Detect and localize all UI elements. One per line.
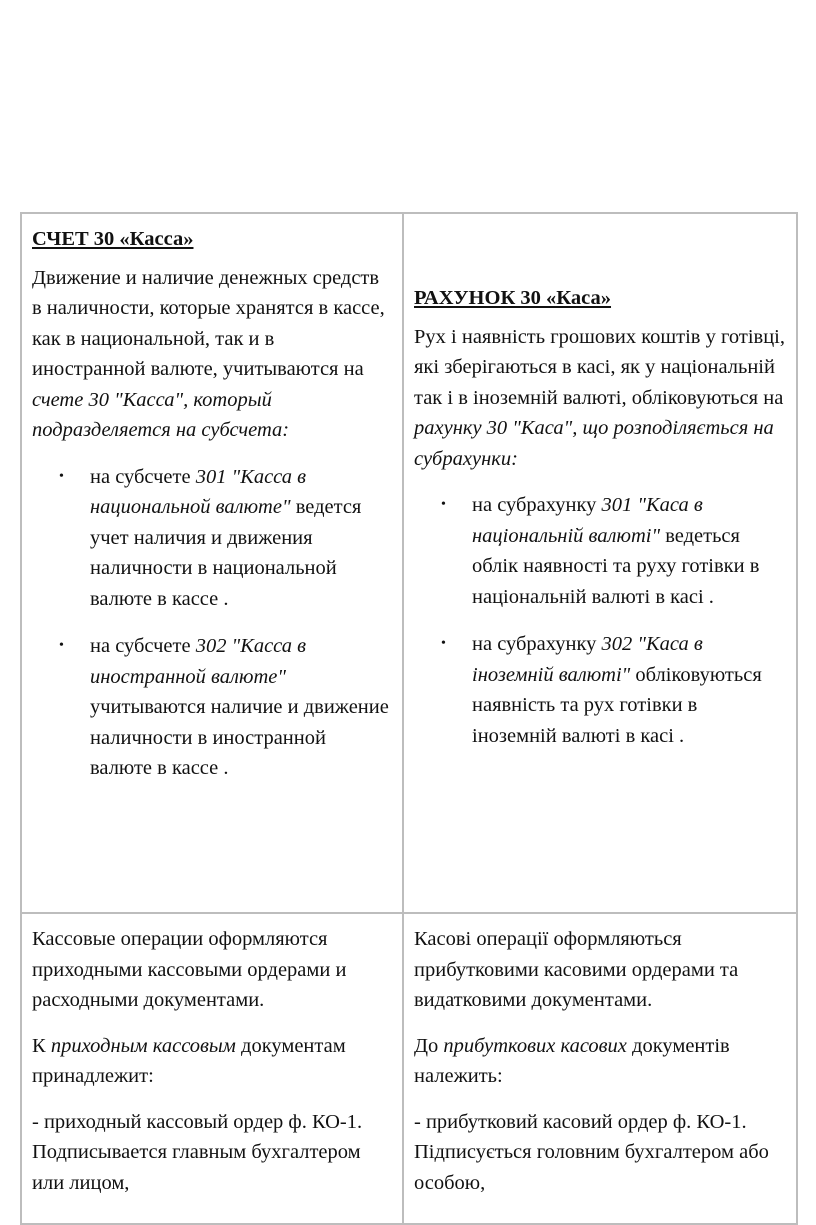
paragraph xyxy=(414,1031,786,1092)
item-text: на субсчете xyxy=(90,635,196,657)
item-text: ведеться облік наявності та руху готівки в національній валюті в касі . xyxy=(472,524,760,608)
paragraph-text: документам принадлежит: xyxy=(32,1034,346,1087)
paragraph-italic-text: прибуткових касових xyxy=(443,1034,627,1057)
intro-italic-text: рахунку 30 "Каса", що розподіляється на субрахунки: xyxy=(414,417,774,470)
list-item xyxy=(414,629,786,751)
item-text: на субсчете xyxy=(90,465,196,488)
table-row xyxy=(21,213,797,913)
list-item xyxy=(414,490,786,612)
list-item xyxy=(32,631,392,784)
table-row xyxy=(21,913,797,1224)
bullet-icon: • xyxy=(441,497,446,512)
item-text: на субрахунку xyxy=(472,494,602,516)
intro-italic-text: счете 30 "Касса", который подразделяется на субсчета: xyxy=(32,388,290,441)
intro-text: Движение и наличие денежных средств в наличности, которые хранятся в кассе, как в национальной, так и в иностранной валюте, учитываются на xyxy=(32,266,385,380)
account-heading-uk: РАХУНОК 30 «Каса» xyxy=(414,287,612,309)
item-italic-text: 302 "Каса в іноземній валюті" xyxy=(472,633,703,686)
paragraph: - прибутковий касовий ордер ф. КО-1. Підписується головним бухгалтером або особою, xyxy=(414,1110,769,1194)
bullet-icon: • xyxy=(59,638,64,653)
cell-russian-account xyxy=(21,213,403,913)
paragraph xyxy=(32,1031,392,1092)
list-item xyxy=(32,462,392,615)
intro-paragraph-uk xyxy=(414,322,786,475)
cell-russian-cash-operations xyxy=(21,913,403,1224)
account-heading-ru: СЧЕТ 30 «Касса» xyxy=(32,228,194,250)
paragraph-text: К xyxy=(32,1034,51,1057)
item-text: учитываются наличие и движение наличности в иностранной валюте в кассе . xyxy=(90,696,389,779)
bullet-icon: • xyxy=(441,636,446,651)
comparison-table xyxy=(20,212,798,1225)
intro-paragraph-ru xyxy=(32,263,392,446)
item-italic-text: 301 "Каса в національній валюті" xyxy=(472,494,703,547)
subaccount-list-ru xyxy=(32,462,392,784)
paragraph: Касові операції оформляються прибутковими касовими ордерами та видатковими документами. xyxy=(414,928,739,1011)
paragraph-text: документів належить: xyxy=(414,1034,730,1087)
item-text: ведется учет наличия и движения наличности в национальной валюте в кассе . xyxy=(90,496,362,610)
paragraph: - приходный кассовый ордер ф. КО-1. Подписывается главным бухгалтером или лицом, xyxy=(32,1110,363,1194)
cell-ukrainian-cash-operations xyxy=(403,913,797,1224)
cell-ukrainian-account xyxy=(403,213,797,913)
intro-text: Рух і наявність грошових коштів у готівці, які зберігаються в касі, як у національній так і в іноземній валюті, обліковуються на xyxy=(414,325,785,409)
item-text: на субрахунку xyxy=(472,633,602,655)
paragraph: Кассовые операции оформляются приходными кассовыми ордерами и расходными документами. xyxy=(32,928,347,1011)
subaccount-list-uk xyxy=(414,490,786,751)
item-italic-text: 301 "Касса в национальной валюте" xyxy=(90,465,307,518)
paragraph-italic-text: приходным кассовым xyxy=(50,1034,236,1057)
paragraph-text: До xyxy=(414,1034,444,1057)
item-italic-text: 302 "Касса в иностранной валюте" xyxy=(90,635,307,688)
bullet-icon: • xyxy=(59,468,64,484)
item-text: обліковуються наявність та рух готівки в іноземній валюті в касі . xyxy=(472,663,762,747)
